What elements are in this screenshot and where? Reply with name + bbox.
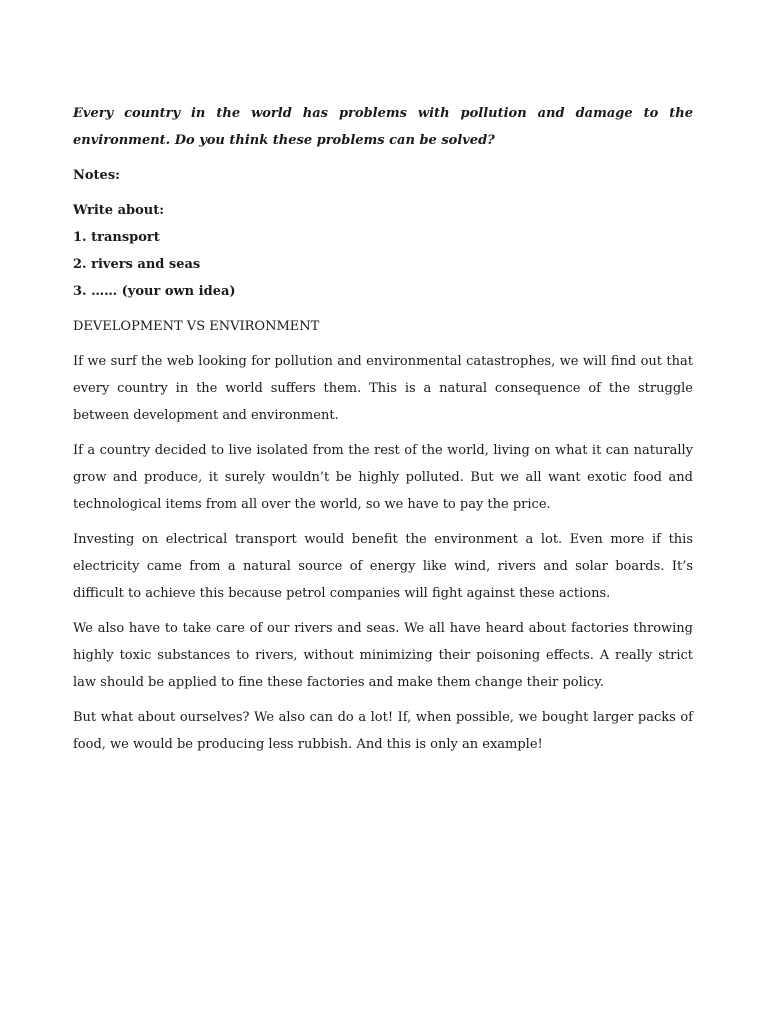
write-about-heading: Write about: <box>73 203 165 218</box>
essay-paragraph: Investing on electrical transport would benefit the environment a lot. Even more if this electricity came from a natural source of energy like wind, rivers and solar boards. It’s difficult to achieve this because petrol companies will fight against these actions. <box>73 532 693 601</box>
essay-title: DEVELOPMENT VS ENVIRONMENT <box>73 319 320 334</box>
essay-paragraph: If we surf the web looking for pollution and environmental catastrophes, we will find out that every country in the world suffers them. This is a natural consequence of the struggle between development and environment. <box>73 354 693 423</box>
list-item: 2. rivers and seas <box>73 257 201 272</box>
essay-paragraph: But what about ourselves? We also can do a lot! If, when possible, we bought larger packs of food, we would be producing less rubbish. And this is only an example! <box>73 710 693 752</box>
notes-label: Notes: <box>73 168 120 183</box>
write-about-list <box>73 197 693 305</box>
essay-paragraph: We also have to take care of our rivers and seas. We all have heard about factories throwing highly toxic substances to rivers, without minimizing their poisoning effects. A really strict law should be applied to fine these factories and make them change their policy. <box>73 621 693 690</box>
task-prompt: Every country in the world has problems with pollution and damage to the environment. Do you think these problems can be solved? <box>73 106 693 148</box>
essay-paragraph: If a country decided to live isolated from the rest of the world, living on what it can naturally grow and produce, it surely wouldn’t be highly polluted. But we all want exotic food and technological items from all over the world, so we have to pay the price. <box>73 443 693 512</box>
document-page <box>73 100 693 758</box>
list-item: 3. …… (your own idea) <box>73 284 236 299</box>
list-item: 1. transport <box>73 230 160 245</box>
